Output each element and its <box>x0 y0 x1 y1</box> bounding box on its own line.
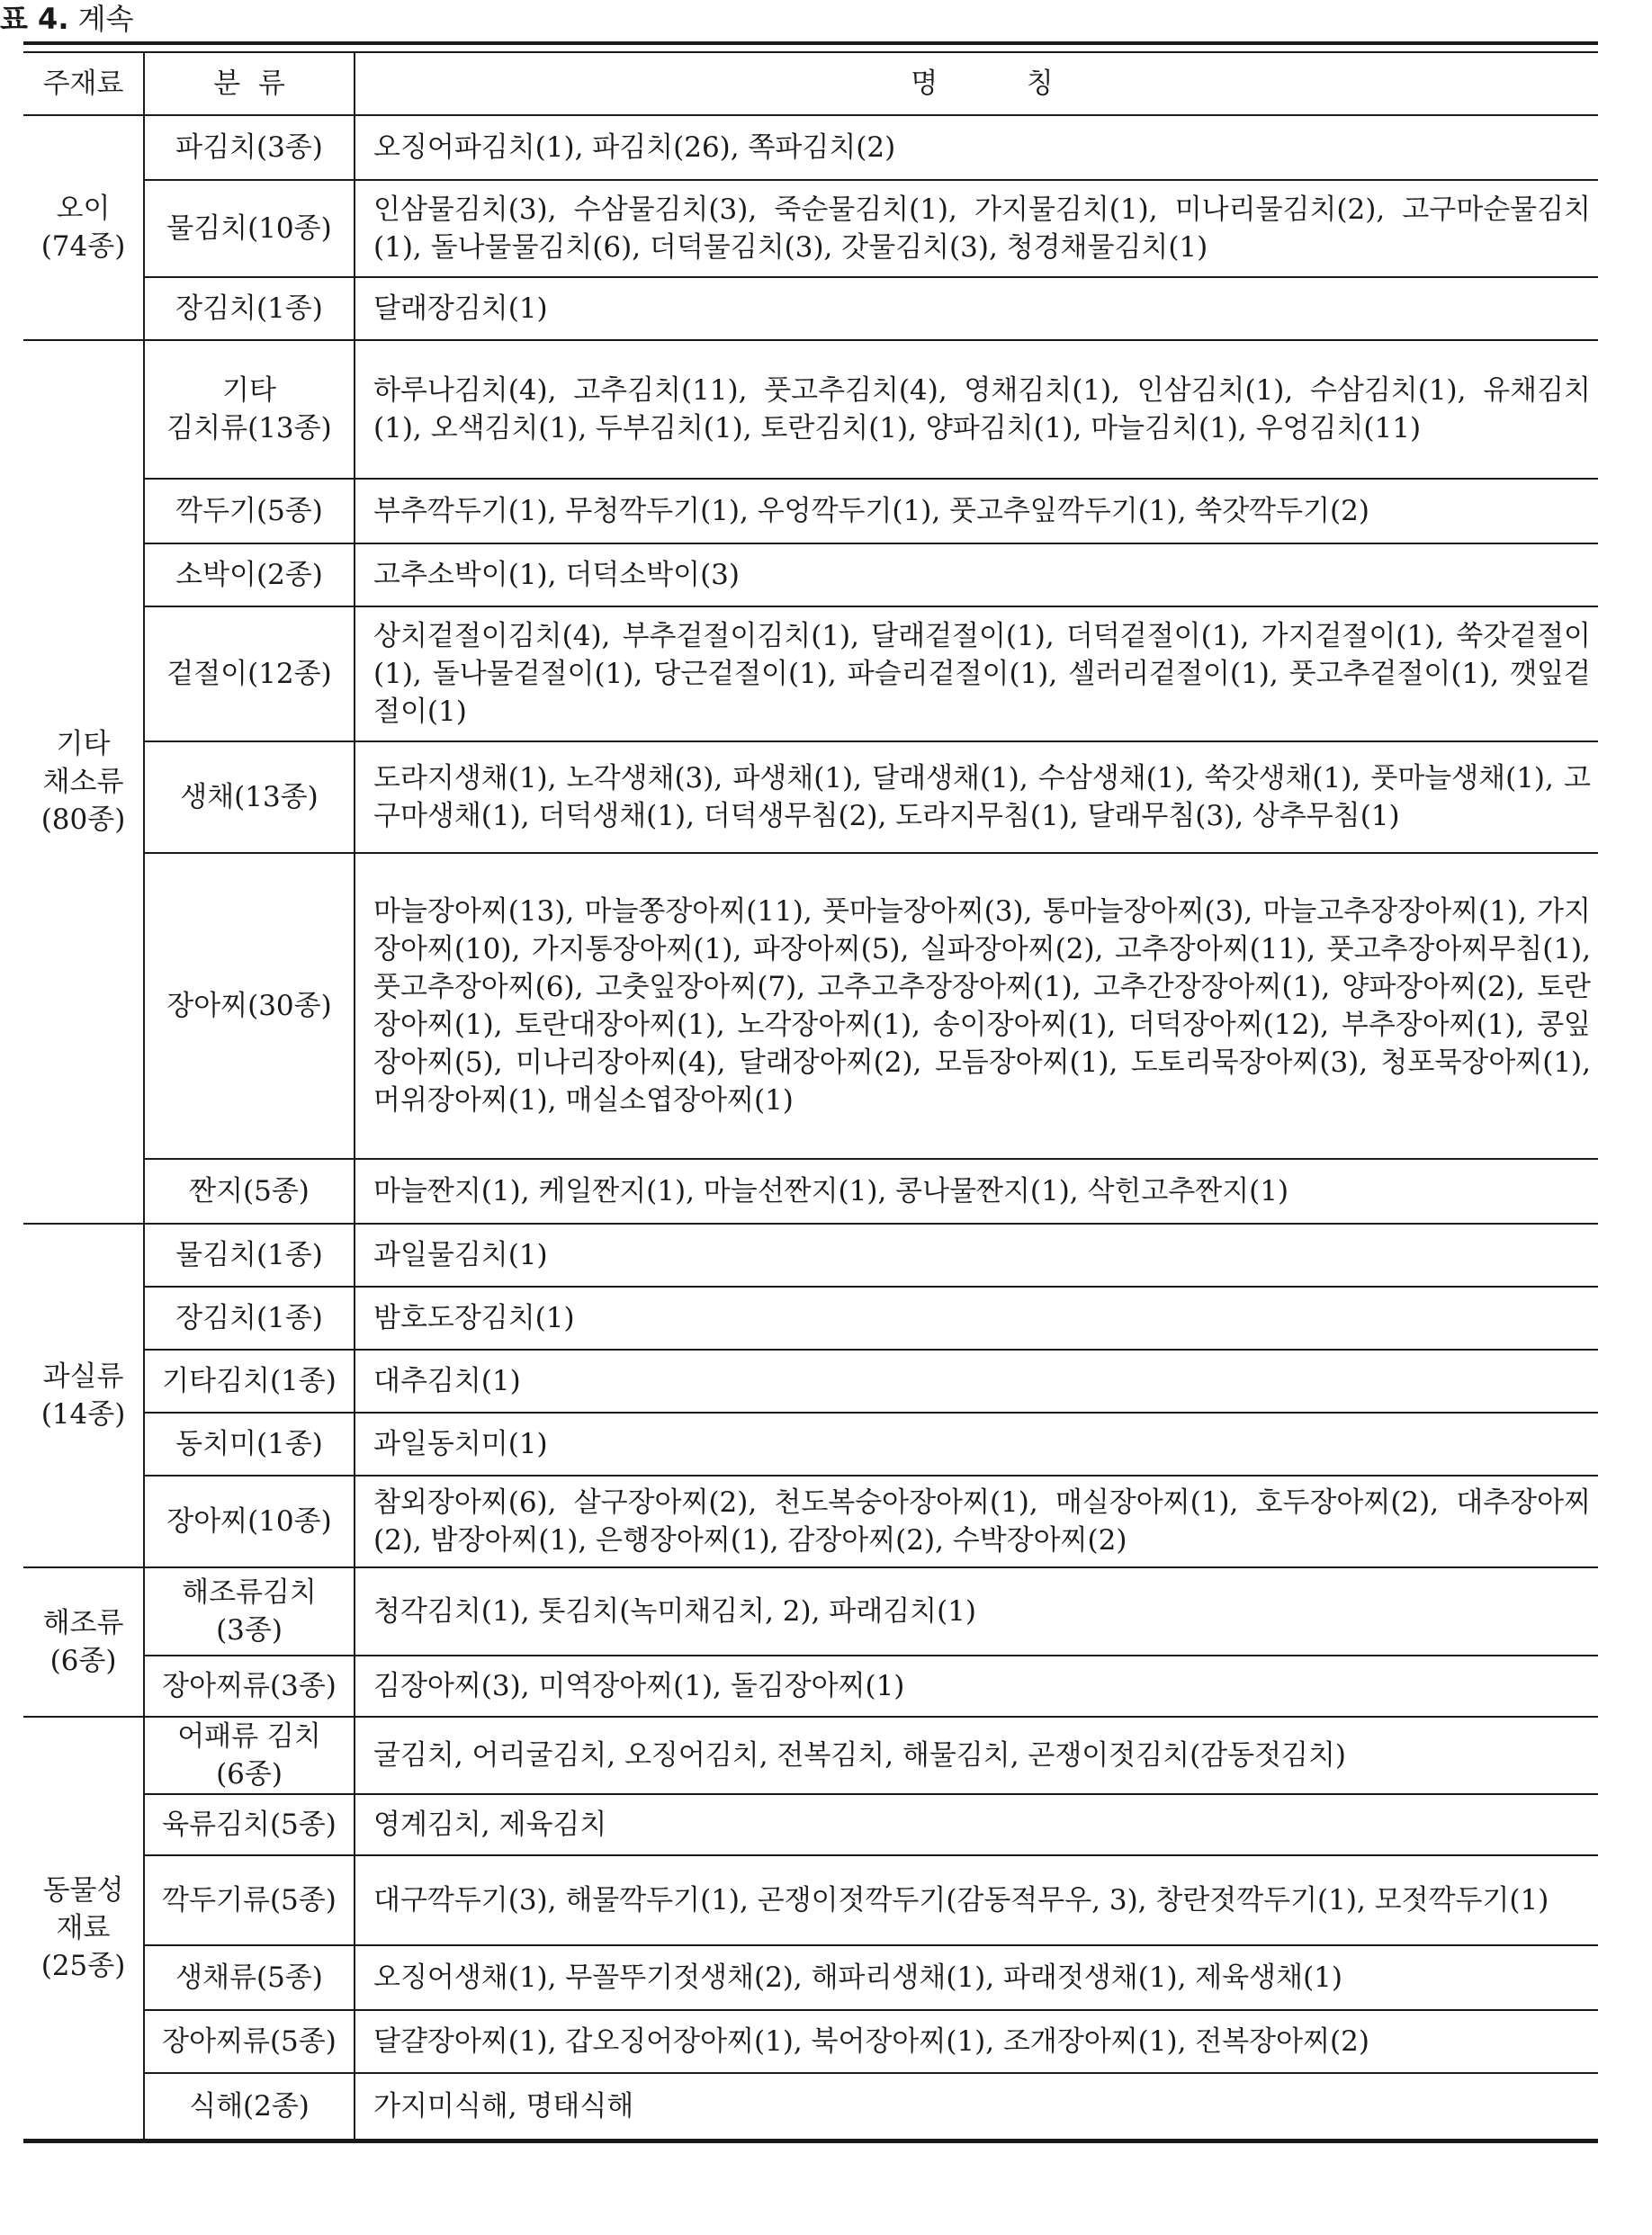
main-ingredient-cell: 기타 채소류 (80종) <box>23 340 144 1224</box>
table-row <box>23 606 1598 741</box>
category-cell: 장아찌류(3종) <box>144 1656 355 1717</box>
table-row <box>23 1717 1598 1794</box>
names-cell: 달걀장아찌(1), 갑오징어장아찌(1), 북어장아찌(1), 조개장아찌(1), 전복장아찌(2) <box>355 2010 1598 2073</box>
table-row <box>23 180 1598 277</box>
table-row <box>23 1476 1598 1567</box>
category-cell: 어패류 김치 (6종) <box>144 1717 355 1794</box>
table-row <box>23 853 1598 1159</box>
table-row <box>23 1287 1598 1350</box>
table-row <box>23 277 1598 340</box>
category-cell: 깍두기(5종) <box>144 479 355 543</box>
table-row <box>23 741 1598 853</box>
category-cell: 깍두기류(5종) <box>144 1855 355 1945</box>
table-row <box>23 1794 1598 1855</box>
category-cell: 장아찌류(5종) <box>144 2010 355 2073</box>
category-cell: 장아찌(30종) <box>144 853 355 1159</box>
names-cell: 참외장아찌(6), 살구장아찌(2), 천도복숭아장아찌(1), 매실장아찌(1), 호두장아찌(2), 대추장아찌(2), 밤장아찌(1), 은행장아찌(1), 감장아찌(2), 수박장아찌(2) <box>355 1476 1598 1567</box>
category-cell: 장김치(1종) <box>144 1287 355 1350</box>
category-cell: 파김치(3종) <box>144 115 355 180</box>
category-cell: 기타김치(1종) <box>144 1350 355 1413</box>
names-cell: 고추소박이(1), 더덕소박이(3) <box>355 543 1598 606</box>
main-ingredient-cell: 과실류 (14종) <box>23 1224 144 1567</box>
category-cell: 물김치(1종) <box>144 1224 355 1287</box>
names-cell: 마늘짠지(1), 케일짠지(1), 마늘선짠지(1), 콩나물짠지(1), 삭힌고추짠지(1) <box>355 1159 1598 1224</box>
header-category: 분 류 <box>144 52 355 115</box>
names-cell: 밤호도장김치(1) <box>355 1287 1598 1350</box>
table-row <box>23 1413 1598 1476</box>
names-cell: 하루나김치(4), 고추김치(11), 풋고추김치(4), 영채김치(1), 인삼김치(1), 수삼김치(1), 유채김치(1), 오색김치(1), 두부김치(1), 토란김치(1), 양파김치(1), 마늘김치(1), 우엉김치(11) <box>355 340 1598 479</box>
category-cell: 장김치(1종) <box>144 277 355 340</box>
category-cell: 식해(2종) <box>144 2073 355 2140</box>
table-number: 표 4. <box>0 2 69 36</box>
category-cell: 생채류(5종) <box>144 1945 355 2010</box>
table-row <box>23 2073 1598 2140</box>
table-row <box>23 340 1598 479</box>
names-cell: 청각김치(1), 톳김치(녹미채김치, 2), 파래김치(1) <box>355 1567 1598 1656</box>
category-cell: 생채(13종) <box>144 741 355 853</box>
category-cell: 장아찌(10종) <box>144 1476 355 1567</box>
table-row <box>23 1656 1598 1717</box>
names-cell: 과일물김치(1) <box>355 1224 1598 1287</box>
table-row <box>23 543 1598 606</box>
table-row <box>23 1224 1598 1287</box>
main-ingredient-cell: 해조류 (6종) <box>23 1567 144 1717</box>
names-cell: 대추김치(1) <box>355 1350 1598 1413</box>
table-row <box>23 1159 1598 1224</box>
table-row <box>23 1945 1598 2010</box>
names-cell: 오징어파김치(1), 파김치(26), 쪽파김치(2) <box>355 115 1598 180</box>
table-row <box>23 2010 1598 2073</box>
category-cell: 소박이(2종) <box>144 543 355 606</box>
category-cell: 짠지(5종) <box>144 1159 355 1224</box>
names-cell: 인삼물김치(3), 수삼물김치(3), 죽순물김치(1), 가지물김치(1), 미나리물김치(2), 고구마순물김치(1), 돌나물물김치(6), 더덕물김치(3), 갓물김치(3), 청경채물김치(1) <box>355 180 1598 277</box>
category-cell: 해조류김치 (3종) <box>144 1567 355 1656</box>
main-ingredient-cell: 오이 (74종) <box>23 115 144 340</box>
table-row <box>23 1567 1598 1656</box>
names-cell: 달래장김치(1) <box>355 277 1598 340</box>
kimchi-table <box>23 51 1598 2141</box>
names-cell: 대구깍두기(3), 해물깍두기(1), 곤쟁이젓깍두기(감동적무우, 3), 창란젓깍두기(1), 모젓깍두기(1) <box>355 1855 1598 1945</box>
top-rule <box>23 41 1598 45</box>
names-cell: 상치겉절이김치(4), 부추겉절이김치(1), 달래겉절이(1), 더덕겉절이(1), 가지겉절이(1), 쑥갓겉절이(1), 돌나물겉절이(1), 당근겉절이(1), 파슬리겉절이(1), 셀러리겉절이(1), 풋고추겉절이(1), 깻잎겉절이(1) <box>355 606 1598 741</box>
table-row <box>23 479 1598 543</box>
header-names: 명 칭 <box>355 52 1598 115</box>
table-row <box>23 115 1598 180</box>
category-cell: 육류김치(5종) <box>144 1794 355 1855</box>
names-cell: 과일동치미(1) <box>355 1413 1598 1476</box>
names-cell: 오징어생채(1), 무꼴뚜기젓생채(2), 해파리생채(1), 파래젓생채(1), 제육생채(1) <box>355 1945 1598 2010</box>
table-row <box>23 1350 1598 1413</box>
bottom-rule <box>23 2141 1598 2143</box>
names-cell: 김장아찌(3), 미역장아찌(1), 돌김장아찌(1) <box>355 1656 1598 1717</box>
category-cell: 물김치(10종) <box>144 180 355 277</box>
header-row <box>23 52 1598 115</box>
header-main-ingredient: 주재료 <box>23 52 144 115</box>
table-caption <box>0 0 133 38</box>
names-cell: 가지미식해, 명태식해 <box>355 2073 1598 2140</box>
main-ingredient-cell: 동물성 재료 (25종) <box>23 1717 144 2140</box>
table-body <box>23 115 1598 2140</box>
table-row <box>23 1855 1598 1945</box>
category-cell: 겉절이(12종) <box>144 606 355 741</box>
category-cell: 기타 김치류(13종) <box>144 340 355 479</box>
names-cell: 부추깍두기(1), 무청깍두기(1), 우엉깍두기(1), 풋고추잎깍두기(1), 쑥갓깍두기(2) <box>355 479 1598 543</box>
names-cell: 마늘장아찌(13), 마늘쫑장아찌(11), 풋마늘장아찌(3), 통마늘장아찌(3), 마늘고추장장아찌(1), 가지장아찌(10), 가지통장아찌(1), 파장아찌(5), 실파장아찌(2), 고추장아찌(11), 풋고추장아찌무침(1), 풋고추장아찌(6), 고춧잎장아찌(7), 고추고추장장아찌(1), 고추간장장아찌(1), 양파장아찌(2), 토란장아찌(1), 토란대장아찌(1), 노각장아찌(1), 송이장아찌(1), 더덕장아찌(12), 부추장아찌(1), 콩잎장아찌(5), 미나리장아찌(4), 달래장아찌(2), 모듬장아찌(1), 도토리묵장아찌(3), 청포묵장아찌(1), 머위장아찌(1), 매실소엽장아찌(1) <box>355 853 1598 1159</box>
table-caption-text: 계속 <box>77 2 134 36</box>
names-cell: 도라지생채(1), 노각생채(3), 파생채(1), 달래생채(1), 수삼생채(1), 쑥갓생채(1), 풋마늘생채(1), 고구마생채(1), 더덕생채(1), 더덕생무침(2), 도라지무침(1), 달래무침(3), 상추무침(1) <box>355 741 1598 853</box>
names-cell: 굴김치, 어리굴김치, 오징어김치, 전복김치, 해물김치, 곤쟁이젓김치(감동젓김치) <box>355 1717 1598 1794</box>
names-cell: 영계김치, 제육김치 <box>355 1794 1598 1855</box>
category-cell: 동치미(1종) <box>144 1413 355 1476</box>
